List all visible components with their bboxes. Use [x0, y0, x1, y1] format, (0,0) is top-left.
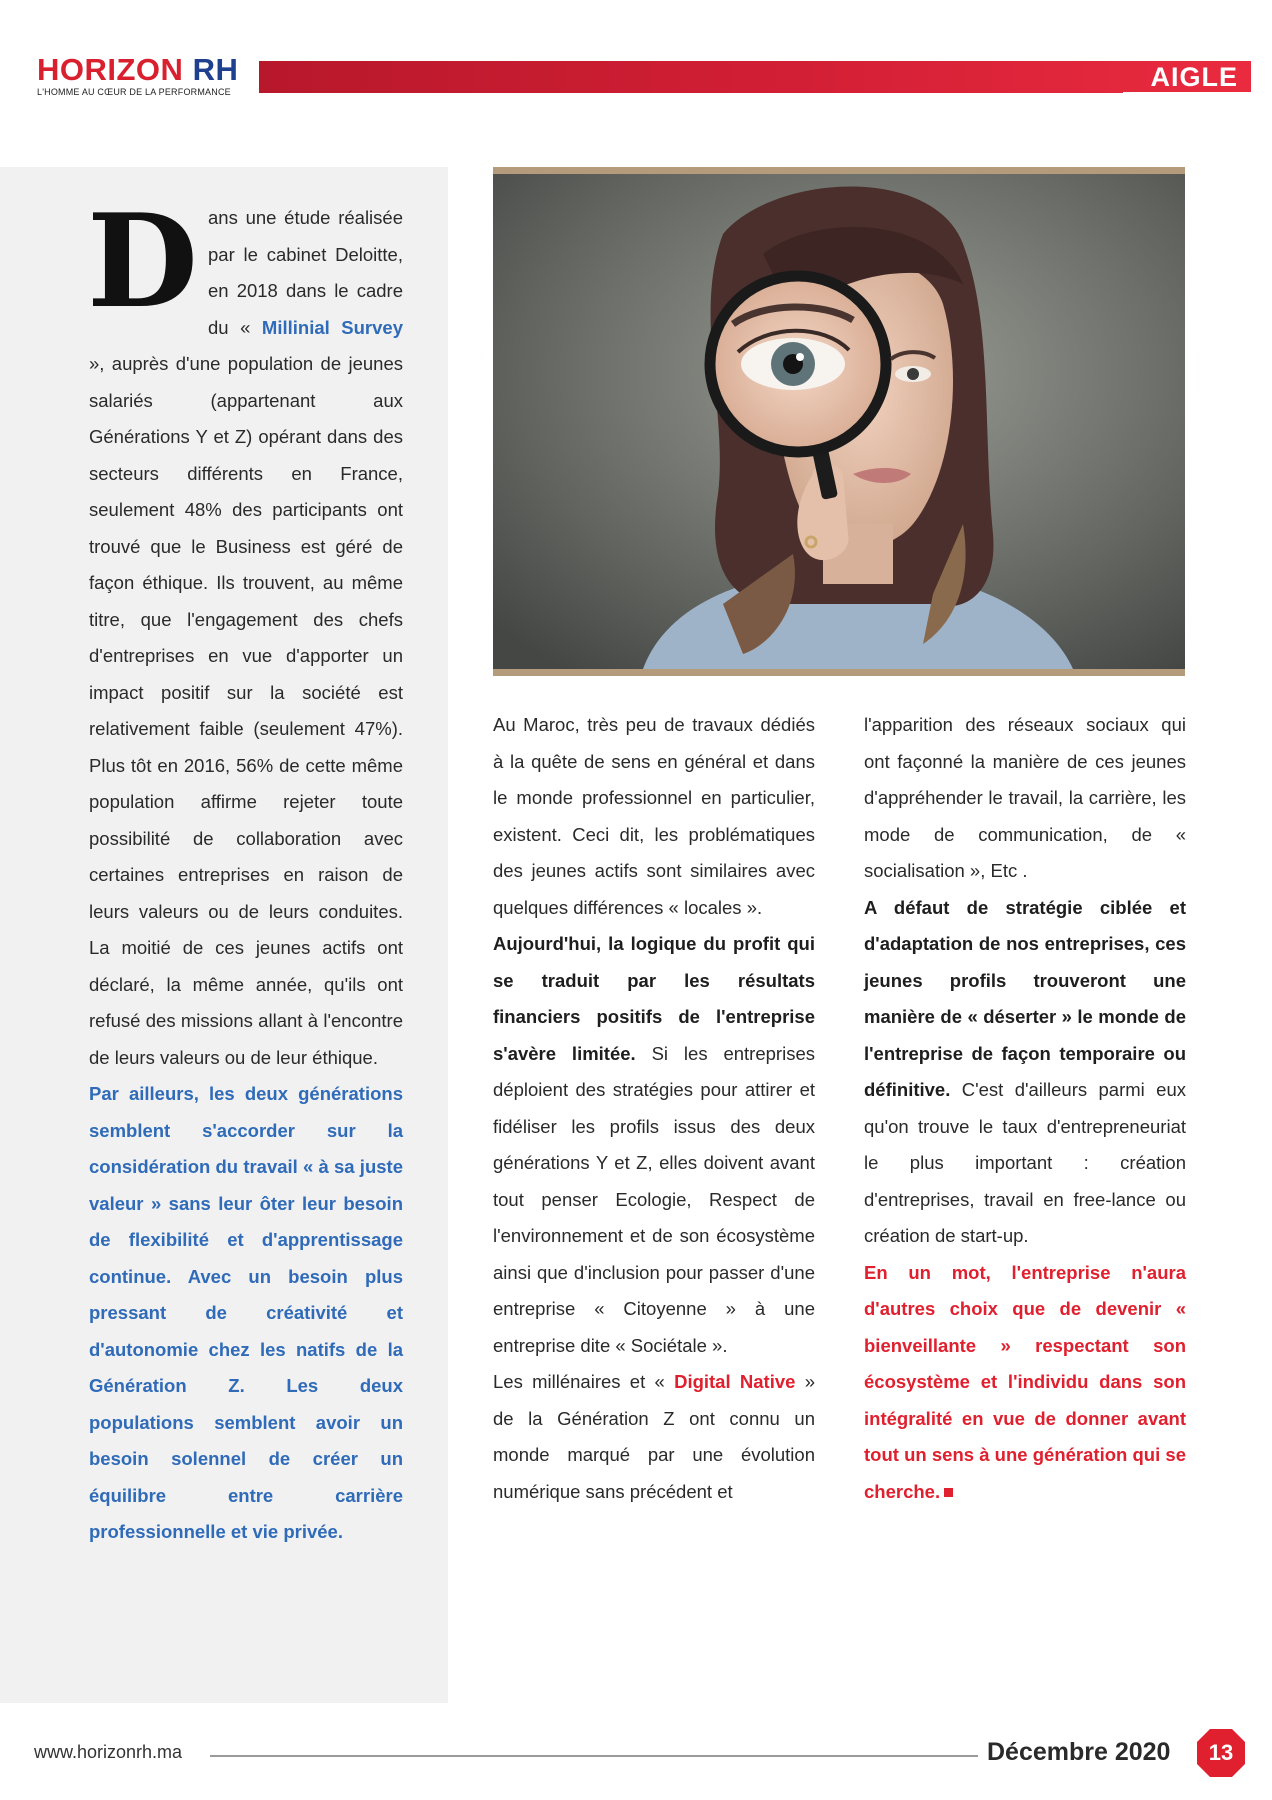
header-bar: [259, 61, 1251, 93]
footer-website-link[interactable]: www.horizonrh.ma: [34, 1742, 183, 1762]
digital-text-a: Les millénaires et «: [493, 1371, 675, 1392]
profit-bold-text: Aujourd'hui, la logique du profit qui se traduit par les résultats financiers positifs de l'entreprise s'avère limitée.: [493, 933, 815, 1064]
footer-issue-date: Décembre 2020: [987, 1738, 1171, 1766]
conclusion-paragraph: [864, 1255, 1186, 1511]
section-label: AIGLE: [1150, 62, 1238, 92]
intro-text-b: », auprès d'une population de jeunes salariés (appartenant aux Générations Y et Z) opérant dans des secteurs différents en France, seulement 48% des participants ont trouvé que le Business est géré de façon éthique. Ils trouvent, au même titre, que l'engagement des chefs d'entreprises en vue d'apporter un impact positif sur la société est relativement faible (seulement 47%). Plus tôt en 2016, 56% de cette même population affirme rejeter toute possibilité de collaboration avec certaines entreprises en raison de leurs valeurs ou de leurs conduites. La moitié de ces jeunes actifs ont déclaré, la même année, qu'ils ont refusé des missions allant à l'encontre de leurs valeurs ou de leur éthique.: [89, 353, 403, 1068]
profit-paragraph: [493, 926, 815, 1364]
article-column-middle: [493, 707, 815, 1510]
logo-rh: RH: [192, 52, 239, 87]
millinial-survey-link[interactable]: Millinial Survey: [261, 316, 403, 338]
logo-wordmark: [37, 54, 238, 85]
profit-text: Si les entreprises déploient des stratégies pour attirer et fidéliser les profils issus des deux générations Y et Z, elles doivent avant tout penser Ecologie, Respect de l'environnement et de son écosystème ainsi que d'inclusion pour passer d'une entreprise « Citoyenne » à une entreprise dite « Sociétale ».: [493, 1042, 815, 1356]
intro-paragraph: [87, 187, 403, 1076]
logo-horizon: HORIZON: [37, 52, 184, 87]
highlight-paragraph-blue: Par ailleurs, les deux générations semblent s'accorder sur la considération du travail « à sa juste valeur » sans leur ôter leur besoin de flexibilité et d'apprentissage continue. Avec un besoin plus pressant de créativité et d'autonomie chez les natifs de la Génération Z. Les deux populations semblent avoir un besoin solennel de créer un équilibre entre carrière professionnelle et vie privée.: [89, 1083, 403, 1542]
logo: [37, 54, 238, 97]
digital-text-b: » de la Génération Z ont connu un monde marqué par une évolution numérique sans précédent et: [493, 1371, 815, 1502]
woman-magnifying-glass-photo-icon: [493, 174, 1185, 669]
section-underline: [1123, 92, 1251, 94]
article-column-left: [87, 187, 403, 1551]
strategie-paragraph: [864, 890, 1186, 1255]
page-number: 13: [1208, 1740, 1234, 1765]
digital-native-link[interactable]: Digital Native: [674, 1371, 796, 1392]
strategie-bold-text: A défaut de stratégie ciblée et d'adaptation de nos entreprises, ces jeunes profils trouveront une manière de « déserter » le monde de l'entreprise de façon temporaire ou définitive.: [864, 896, 1186, 1100]
dropcap: D: [87, 187, 198, 337]
end-of-article-mark: [944, 1488, 953, 1497]
article-column-right: [864, 707, 1186, 1510]
article-photo: [493, 167, 1185, 676]
logo-tagline: L'HOMME AU CŒUR DE LA PERFORMANCE: [37, 87, 231, 97]
intro-text-a: ans une étude réalisée par le cabinet Deloitte, en 2018 dans le cadre du «: [208, 207, 403, 338]
strategie-text: C'est d'ailleurs parmi eux qu'on trouve le taux d'entrepreneuriat le plus important : création d'entreprises, travail en free-lance ou création de start-up.: [864, 1079, 1186, 1246]
maroc-paragraph: Au Maroc, très peu de travaux dédiés à la quête de sens en général et dans le monde professionnel en particulier, existent. Ceci dit, les problématiques des jeunes actifs sont similaires avec quelques différences « locales ».: [493, 714, 815, 918]
digital-native-paragraph: [493, 1364, 815, 1510]
reseaux-paragraph: l'apparition des réseaux sociaux qui ont façonné la manière de ces jeunes d'appréhender le travail, la carrière, les mode de communication, de « socialisation », Etc .: [864, 714, 1186, 881]
conclusion-text: En un mot, l'entreprise n'aura d'autres choix que de devenir « bienveillante » respectant son écosystème et l'individu dans son intégralité en vue de donner avant tout un sens à une génération qui se cherche.: [864, 1261, 1186, 1502]
footer-divider: [210, 1755, 978, 1757]
